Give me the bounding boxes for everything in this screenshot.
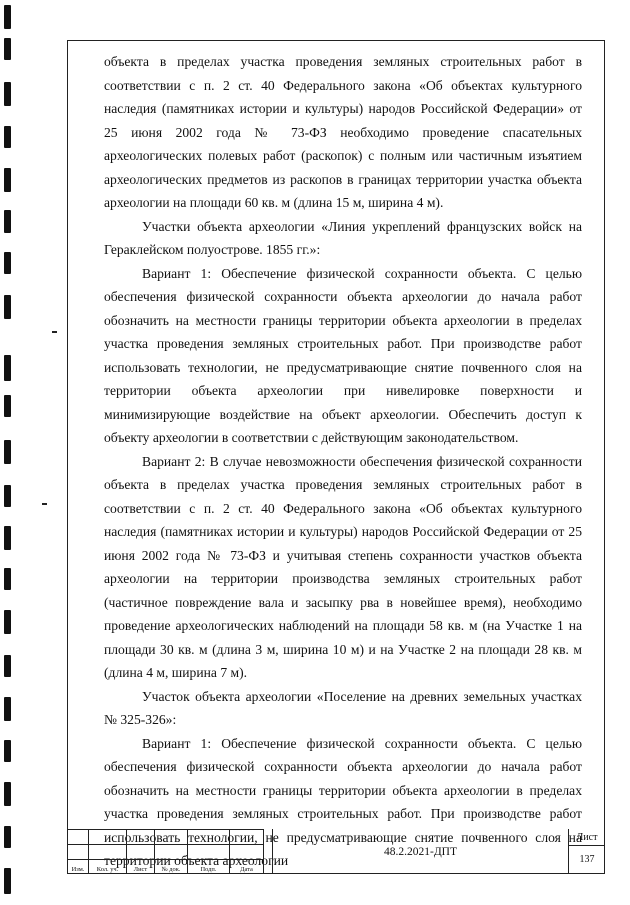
sheet-number: 137 [579,854,595,865]
title-block [67,829,605,874]
binding-mark [4,82,11,106]
column-header: Лист [127,860,155,874]
binding-mark [4,655,11,677]
binding-mark [4,568,11,590]
binding-mark [4,868,11,894]
binding-mark [4,355,11,381]
binding-mark [4,740,11,762]
column-header: № док. [155,860,188,874]
binding-mark [4,395,11,417]
body-paragraph: объекта в пределах участка проведения земляных строительных работ в соответствии с п. 2 ст. 40 Федерального закона «Об объектах культурного наследия (памятниках истории и культуры) народов Российской Федерации» от 25 июня 2002 года № 73-ФЗ необходимо проведение спасательных археологических полевых работ (раскопок) с полным или частичным изъятием археологических предметов из раскопов в границах территории участка объекта археологии на площади 60 кв. м (длина 15 м, ширина 4 м). [104,54,582,210]
column-header: Изм. [68,860,89,874]
binding-mark [4,126,11,148]
binding-mark [4,252,11,274]
binding-mark [4,485,11,507]
column-header: Кол. уч. [89,860,127,874]
binding-mark [4,38,11,60]
binding-mark [4,697,11,721]
document-body [104,50,582,873]
body-paragraph: Вариант 1: Обеспечение физической сохранности объекта. С целью обеспечения физической сохранности объекта археологии до начала работ обозначить на местности границы территории объекта археологии в пределах участка проведения земляных строительных работ. При производстве работ использовать технологии, не предусматривающие снятие почвенного слоя на территории объекта археологии [104,735,582,868]
binding-mark [4,526,11,550]
scan-speck [42,503,47,505]
revision-table [67,829,264,874]
sheet-label: Лист [569,829,605,846]
binding-mark [4,5,11,29]
document-code: 48.2.2021-ДПТ [272,829,569,874]
binding-mark [4,826,11,848]
binding-mark [4,782,11,806]
binding-mark [4,168,11,192]
binding-marks [0,0,20,905]
body-paragraph: Вариант 1: Обеспечение физической сохранности объекта. С целью обеспечения физической сохранности объекта археологии до начала работ обозначить на местности границы территории объекта археологии в пределах участка проведения земляных строительных работ. При производстве работ использовать технологии, не предусматривающие снятие почвенного слоя на территории объекта археологии при нивелировке поверхности и минимизирующие воздействие на объект археологии. Обеспечить доступ к объекту археологии в соответствии с действующим законодательством. [104,265,582,445]
scan-speck [52,331,57,333]
column-header: Дата [230,860,264,874]
binding-mark [4,295,11,319]
body-paragraph: Участки объекта археологии «Линия укреплений французских войск на Гераклейском полуострове. 1855 гг.»: [104,218,582,257]
binding-mark [4,440,11,464]
column-header: Подп. [188,860,230,874]
body-paragraph: Вариант 2: В случае невозможности обеспечения физической сохранности объекта в пределах участка проведения земляных строительных работ в соответствии с п. 2 ст. 40 Федерального закона «Об объектах культурного наследия (памятниках истории и культуры) народов Российской Федерации от 25 июня 2002 года № 73-ФЗ и учитывая степень сохранности участков объекта археологии на территории производства земляных строительных работ (частичное повреждение вала и засыпку рва в новейшее время), необходимо проведение археологических наблюдений на площади 58 кв. м (на Участке 1 на площади 30 кв. м (длина 3 м, ширина 10 м) и на Участке 2 на площади 28 кв. м (длина 4 м, ширина 7 м). [104,453,582,680]
binding-mark [4,610,11,634]
binding-mark [4,210,11,233]
body-paragraph: Участок объекта археологии «Поселение на древних земельных участках № 325-326»: [104,688,582,727]
